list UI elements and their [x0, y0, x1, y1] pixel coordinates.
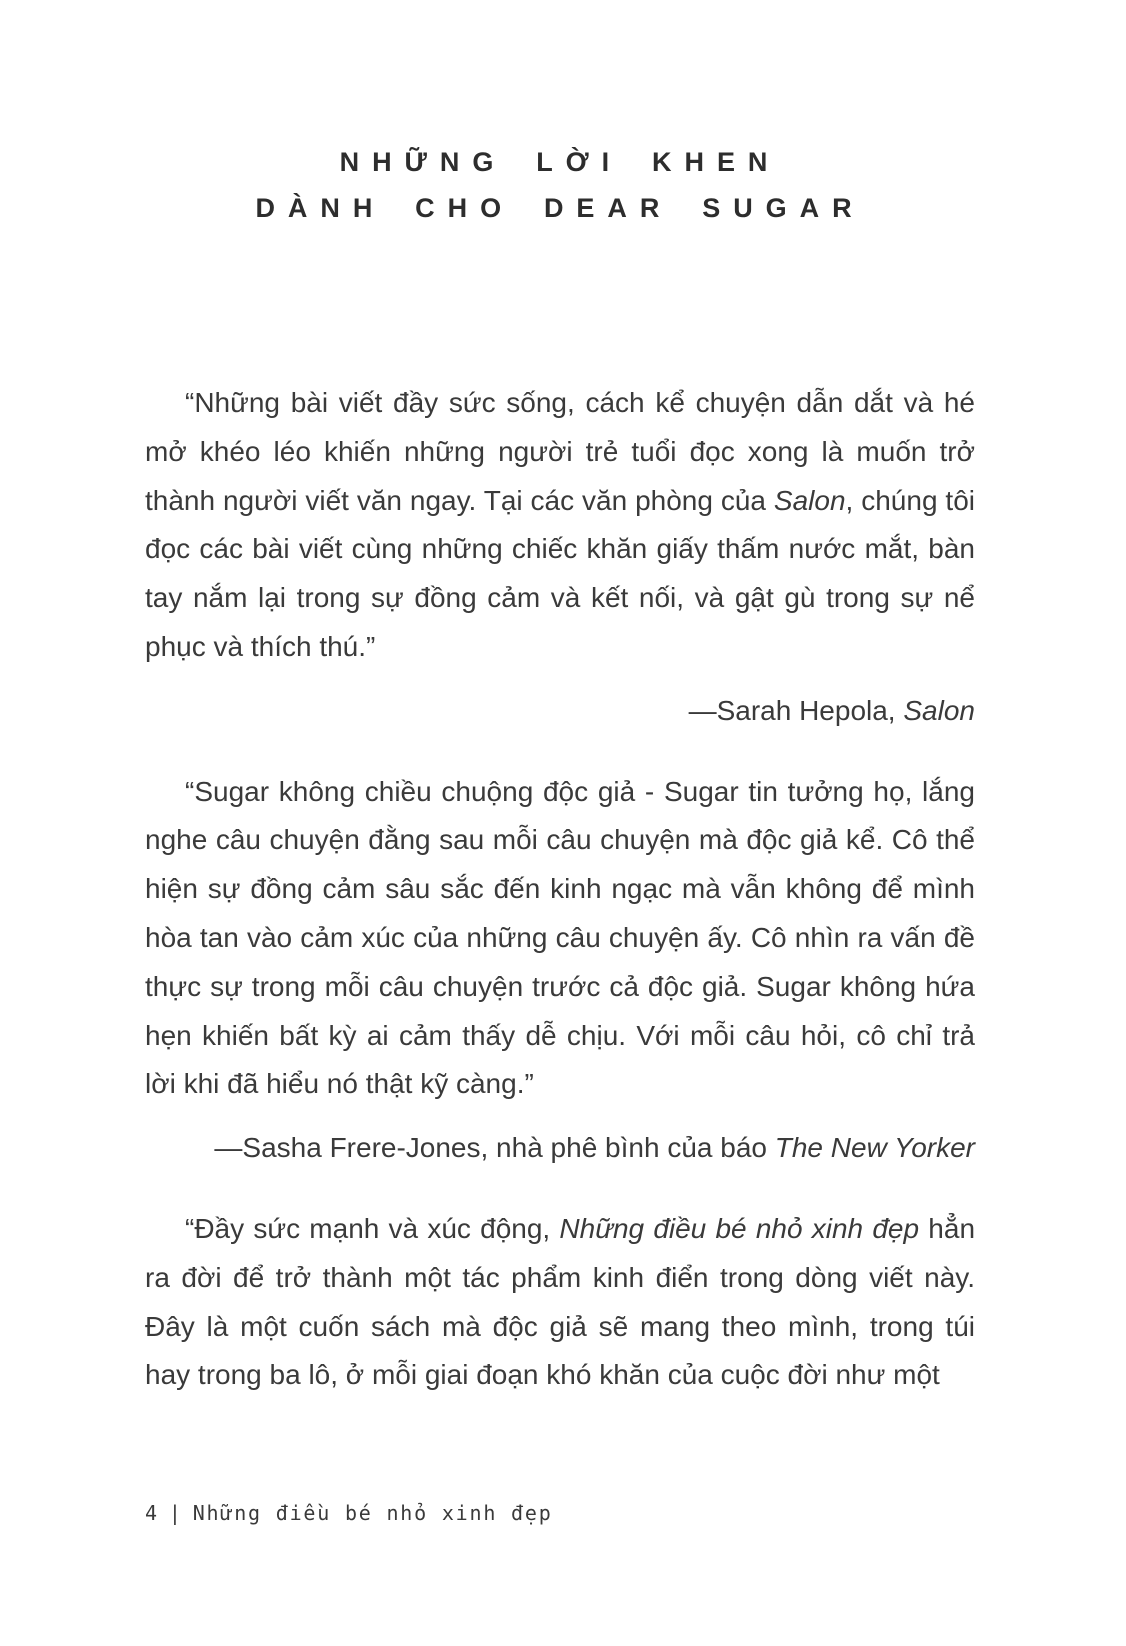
- quote-attribution-1: —Sarah Hepola, Salon: [688, 694, 975, 726]
- footer-book-title: Những điều bé nhỏ xinh đẹp: [192, 1501, 553, 1525]
- page-title-line-2: DÀNH CHO DEAR SUGAR: [255, 193, 865, 223]
- page-number: 4: [145, 1501, 159, 1525]
- quote-text-3: “Đầy sức mạnh và xúc động, Những điều bé nhỏ xinh đẹp hẳn ra đời để trở thành một tác phẩm kinh điển trong dòng viết này. Đây là một cuốn sách mà độc giả sẽ mang theo mình, trong túi hay trong ba lô, ở mỗi giai đoạn khó khăn của cuộc đời như một: [145, 1212, 976, 1391]
- praise-quotes: [145, 379, 975, 1400]
- quote-block-1: [145, 379, 975, 736]
- page-content: [145, 0, 975, 1400]
- page-title-line-1: NHỮNG LỜI KHEN: [339, 147, 781, 177]
- quote-block-2: [145, 768, 975, 1173]
- footer-separator: |: [168, 1501, 183, 1525]
- quote-attribution-2: —Sasha Frere-Jones, nhà phê bình của báo The New Yorker: [214, 1132, 975, 1164]
- quote-text-2: “Sugar không chiều chuộng độc giả - Sugar tin tưởng họ, lắng nghe câu chuyện đằng sau mỗi câu chuyện mà độc giả kể. Cô thể hiện sự đồng cảm sâu sắc đến kinh ngạc mà vẫn không để mình hòa tan vào cảm xúc của những câu chuyện ấy. Cô nhìn ra vấn đề thực sự trong mỗi câu chuyện trước cả độc giả. Sugar không hứa hẹn khiến bất kỳ ai cảm thấy dễ chịu. Với mỗi câu hỏi, cô chỉ trả lời khi đã hiểu nó thật kỹ càng.”: [145, 775, 975, 1100]
- quote-text-1: “Những bài viết đầy sức sống, cách kể chuyện dẫn dắt và hé mở khéo léo khiến những người trẻ tuổi đọc xong là muốn trở thành người viết văn ngay. Tại các văn phòng của Salon, chúng tôi đọc các bài viết cùng những chiếc khăn giấy thấm nước mắt, bàn tay nắm lại trong sự đồng cảm và kết nối, và gật gù trong sự nể phục và thích thú.”: [145, 387, 975, 662]
- page-footer: [145, 1498, 553, 1528]
- quote-block-3: [145, 1205, 975, 1400]
- page-title: [145, 139, 975, 231]
